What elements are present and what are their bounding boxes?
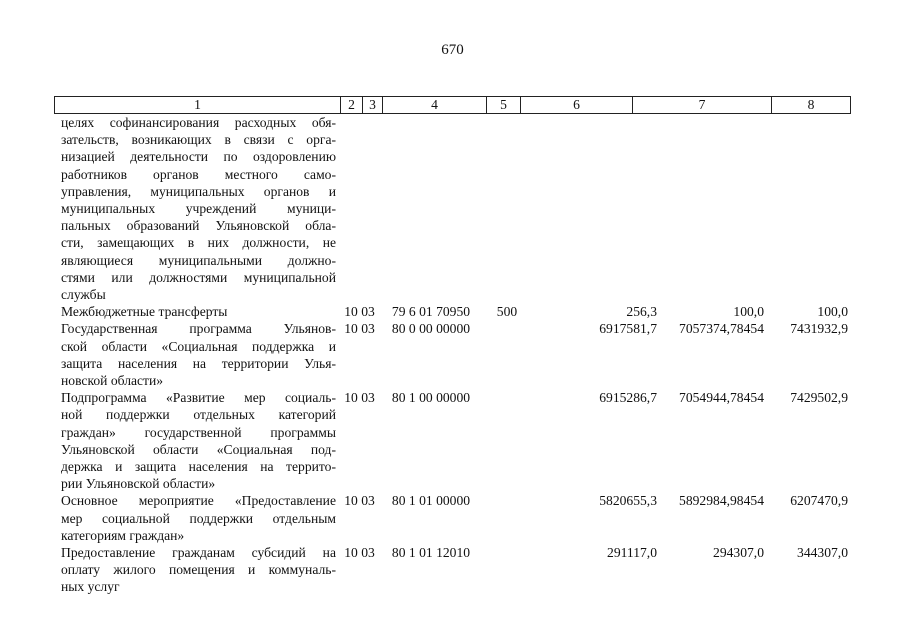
row-target-article: 79 6 01 70950 [391,304,471,320]
row-subsection-code: 03 [361,304,375,320]
row-section-code: 10 [344,304,358,320]
table-row [54,389,851,492]
row-name-line: рии Ульяновской области» [61,476,216,492]
header-col-4: 4 [383,97,487,113]
row-name-line: Межбюджетные трансферты [61,304,228,320]
row-name-line: зательств, возникающих в связи с орга- [61,132,336,148]
row-name-line: категориям граждан» [61,527,185,543]
row-name-line: являющиеся муниципальными должно- [61,252,336,268]
row-amount-col6: 291117,0 [607,545,657,561]
row-amount-col6: 6915286,7 [599,390,657,406]
header-col-3: 3 [363,97,383,113]
row-name-line: Государственная программа Ульянов- [61,321,336,337]
row-name-line: службы [61,287,106,303]
row-name [54,303,340,320]
row-subsection-code: 03 [361,493,375,509]
row-expense-type: 500 [496,304,518,320]
row-amount-col7: 7054944,78454 [679,390,764,406]
row-amount-col6: 6917581,7 [599,321,657,337]
row-subsection-code: 03 [361,321,375,337]
row-amount-col8: 100,0 [817,304,848,320]
header-col-8: 8 [807,97,815,112]
row-subsection-code: 03 [361,545,375,561]
row-name [54,114,340,303]
row-amount-col8: 344307,0 [797,545,848,561]
row-name [54,544,340,596]
row-target-article: 80 1 01 00000 [391,493,471,509]
row-name-line: низацией деятельности по оздоровлению [61,149,336,165]
row-name-line: Подпрограмма «Развитие мер социаль- [61,390,336,406]
row-name-line: целях софинансирования расходных обя- [61,115,336,130]
row-section-code: 10 [344,493,358,509]
table-header [54,96,851,114]
row-amount-col7: 100,0 [733,304,764,320]
row-amount-col6: 5820655,3 [599,493,657,509]
table-row [54,303,851,320]
header-col-7: 7 [633,97,772,113]
row-name-line: защита населения на территории Улья- [61,355,336,371]
row-name [54,389,340,492]
row-name-line: новской области» [61,373,164,389]
row-amount-col6: 256,3 [626,304,657,320]
row-target-article: 80 0 00 00000 [391,321,471,337]
row-name-line: Основное мероприятие «Предоставление [61,493,336,509]
row-amount-col8: 6207470,9 [790,493,848,509]
row-subsection-code: 03 [361,390,375,406]
row-name-line: мер социальной поддержки отдельным [61,510,336,526]
table-row [54,320,851,389]
row-amount-col8: 7429502,9 [790,390,848,406]
row-name-line: граждан» государственной программы [61,424,336,440]
row-target-article: 80 1 00 00000 [391,390,471,406]
header-col-2: 2 [341,97,363,113]
row-target-article: 80 1 01 12010 [391,545,471,561]
header-col-6: 6 [521,97,633,113]
row-name-line: ной поддержки отдельных категорий [61,407,336,423]
row-name [54,492,340,544]
table-row [54,492,851,544]
row-name-line: сти, замещающих в них должности, не [61,235,336,251]
row-name-line: работников органов местного само- [61,166,336,182]
row-section-code: 10 [344,321,358,337]
row-name-line: оплату жилого помещения и коммуналь- [61,562,336,578]
row-section-code: 10 [344,545,358,561]
header-col-1: 1 [55,97,341,113]
row-amount-col7: 7057374,78454 [679,321,764,337]
row-amount-col7: 5892984,98454 [679,493,764,509]
row-name-line: Предоставление гражданам субсидий на [61,545,336,561]
header-col-5: 5 [487,97,521,113]
row-name-line: управления, муниципальных органов и [61,183,336,199]
row-amount-col8: 7431932,9 [790,321,848,337]
row-name-line: муниципальных учреждений муници- [61,201,336,217]
row-name-line: Ульяновской области «Социальная под- [61,441,336,457]
row-name-line: держка и защита населения на террито- [61,459,336,475]
row-name-line: стями или должностями муниципальной [61,269,336,285]
table-row [54,544,851,596]
row-name [54,320,340,389]
row-name-line: ных услуг [61,579,120,595]
row-name-line: пальных образований Ульяновской обла- [61,218,336,234]
row-name-line: ской области «Социальная поддержка и [61,338,336,354]
table-body [54,114,851,596]
row-amount-col7: 294307,0 [713,545,764,561]
row-section-code: 10 [344,390,358,406]
page-number: 670 [441,42,464,58]
table-row [54,114,851,303]
